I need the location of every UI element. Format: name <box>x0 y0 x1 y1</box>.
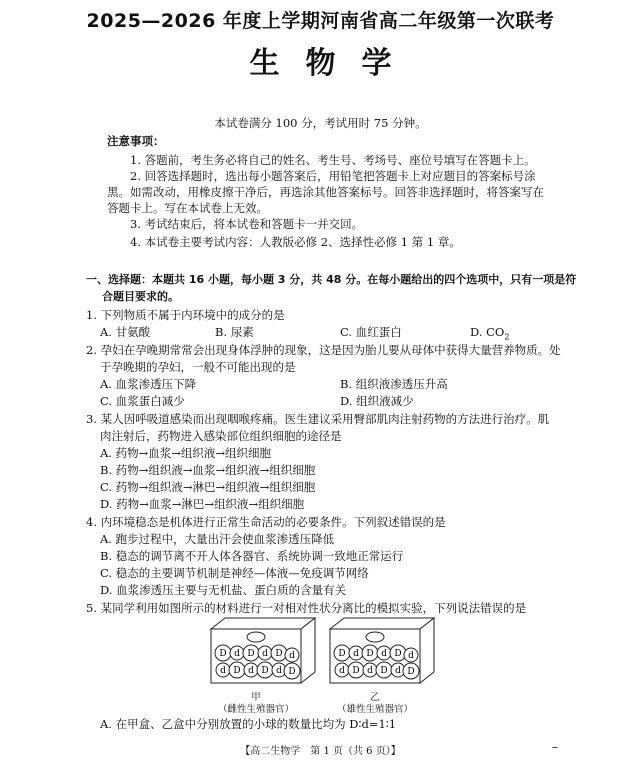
q3-stem-1: 3. 某人因呼吸道感染而出现咽喉疼痛。医生建议采用臀部肌肉注射药物的方法进行治疗。肌 <box>86 412 550 426</box>
corner-mark: – <box>552 740 558 754</box>
q4-option-a: A. 跑步过程中，大量出汗会使血浆渗透压降低 <box>100 532 335 546</box>
q5-stem: 5. 某同学利用如图所示的材料进行一对相对性状分离比的模拟实验，下列说法错误的是 <box>86 601 527 615</box>
box-a-label: 甲 <box>251 692 261 703</box>
q2-option-b: B. 组织液渗透压升高 <box>340 377 448 391</box>
q4-option-b: B. 稳态的调节离不开人体各器官、系统协调一致地正常运行 <box>100 549 404 563</box>
q4-stem: 4. 内环境稳态是机体进行正常生命活动的必要条件。下列叙述错误的是 <box>86 515 446 529</box>
q1-option-c: C. 血红蛋白 <box>340 325 402 339</box>
box-a-ball-D: D <box>288 667 296 677</box>
box-b-ball-D: D <box>407 667 415 677</box>
box-a-figure <box>207 615 319 687</box>
section-heading-line-2: 合题目要求的。 <box>102 290 179 303</box>
exam-title: 2025—2026 年度上学期河南省高二年级第一次联考 <box>86 10 555 32</box>
notice-line-1: 1. 答题前，考生务必将自己的姓名、考生号、考场号、座位号填写在答题卡上。 <box>130 153 536 167</box>
q4-option-c: C. 稳态的主要调节机制是神经—体液—免疫调节网络 <box>100 566 369 580</box>
box-b-label: 乙 <box>370 692 380 703</box>
box-a-ball-D: D <box>247 649 255 659</box>
section-heading-line-1: 一、选择题：本题共 16 小题，每小题 3 分，共 48 分。在每小题给出的四个选项中，只有一项是符 <box>86 273 577 286</box>
q3-option-d: D. 药物→血浆→淋巴→组织液→组织细胞 <box>100 497 305 511</box>
notice-line-2: 2. 回答选择题时，选出每小题答案后，用铅笔把答题卡上对应题目的答案标号涂 <box>130 169 536 183</box>
notice-line-3: 黑。如需改动，用橡皮擦干净后，再选涂其他答案标号。回答非选择题时，将答案写在 <box>107 185 544 199</box>
notice-heading: 注意事项： <box>107 134 165 148</box>
notice-line-5: 3. 考试结束后，将本试卷和答题卡一并交回。 <box>130 217 364 231</box>
box-b-ball-d: d <box>395 666 401 676</box>
q1-stem: 1. 下列物质不属于内环境中的成分的是 <box>86 308 285 322</box>
notice-line-4: 答题卡上。写在本试卷上无效。 <box>107 201 268 215</box>
box-a-ball-D: D <box>219 649 227 659</box>
box-a-ball-d: d <box>262 649 268 659</box>
q5-option-a: A. 在甲盒、乙盒中分别放置的小球的数量比均为 D∶d=1∶1 <box>100 717 397 731</box>
box-b-ball-d: d <box>339 666 345 676</box>
q2-option-c: C. 血浆蛋白减少 <box>100 394 185 408</box>
box-a-ball-D: D <box>233 666 241 676</box>
q1-option-d-text: D. CO <box>470 325 505 339</box>
subject-title: 生物学 <box>249 46 418 81</box>
box-b-ball-D: D <box>338 649 346 659</box>
q3-option-c: C. 药物→组织液→淋巴→组织液→组织细胞 <box>100 480 316 494</box>
q2-option-a: A. 血浆渗透压下降 <box>100 377 197 391</box>
q2-stem-2: 于孕晚期的孕妇，一般不可能出现的是 <box>100 360 296 374</box>
box-b-figure <box>326 615 438 687</box>
box-a-ball-d: d <box>234 649 240 659</box>
box-a-ball-D: D <box>261 666 269 676</box>
notice-line-6: 4. 本试卷主要考试内容：人教版必修 2、选择性必修 1 第 1 章。 <box>130 235 461 249</box>
box-a-ball-d: d <box>276 666 282 676</box>
q1-option-d-sub: 2 <box>504 332 510 342</box>
box-b-ball-d: d <box>408 651 414 661</box>
box-b-ball-D: D <box>352 666 360 676</box>
box-a-ball-d: d <box>289 651 295 661</box>
box-a-ball-D: D <box>275 649 283 659</box>
box-b-ball-d: d <box>353 649 359 659</box>
box-a-ball-d: d <box>220 666 226 676</box>
box-b-ball-D: D <box>394 649 402 659</box>
q3-option-b: B. 药物→组织液→血浆→组织液→组织细胞 <box>100 463 316 477</box>
page-footer: 【高二生物学 第 1 页（共 6 页）】 <box>240 746 401 757</box>
box-a-ball-d: d <box>248 666 254 676</box>
q3-stem-2: 肉注射后，药物进入感染部位组织细胞的途径是 <box>100 429 342 443</box>
box-b-ball-d: d <box>367 666 373 676</box>
box-b-ball-D: D <box>366 649 374 659</box>
box-a-caption: （雌性生殖器官） <box>217 704 294 715</box>
q2-option-d: D. 组织液减少 <box>340 394 414 408</box>
box-b-ball-d: d <box>381 649 387 659</box>
box-b-ball-D: D <box>380 666 388 676</box>
q4-option-d: D. 血浆渗透压主要与无机盐、蛋白质的含量有关 <box>100 583 347 597</box>
q2-stem-1: 2. 孕妇在孕晚期常常会出现身体浮肿的现象，这是因为胎儿要从母体中获得大量营养物质。处 <box>86 343 561 357</box>
q3-option-a: A. 药物→血浆→组织液→组织细胞 <box>100 446 272 460</box>
exam-info: 本试卷满分 100 分，考试用时 75 分钟。 <box>214 116 427 130</box>
q1-option-b: B. 尿素 <box>215 325 254 339</box>
q1-option-a: A. 甘氨酸 <box>100 325 151 339</box>
box-b-caption: （雄性生殖器官） <box>336 704 413 715</box>
